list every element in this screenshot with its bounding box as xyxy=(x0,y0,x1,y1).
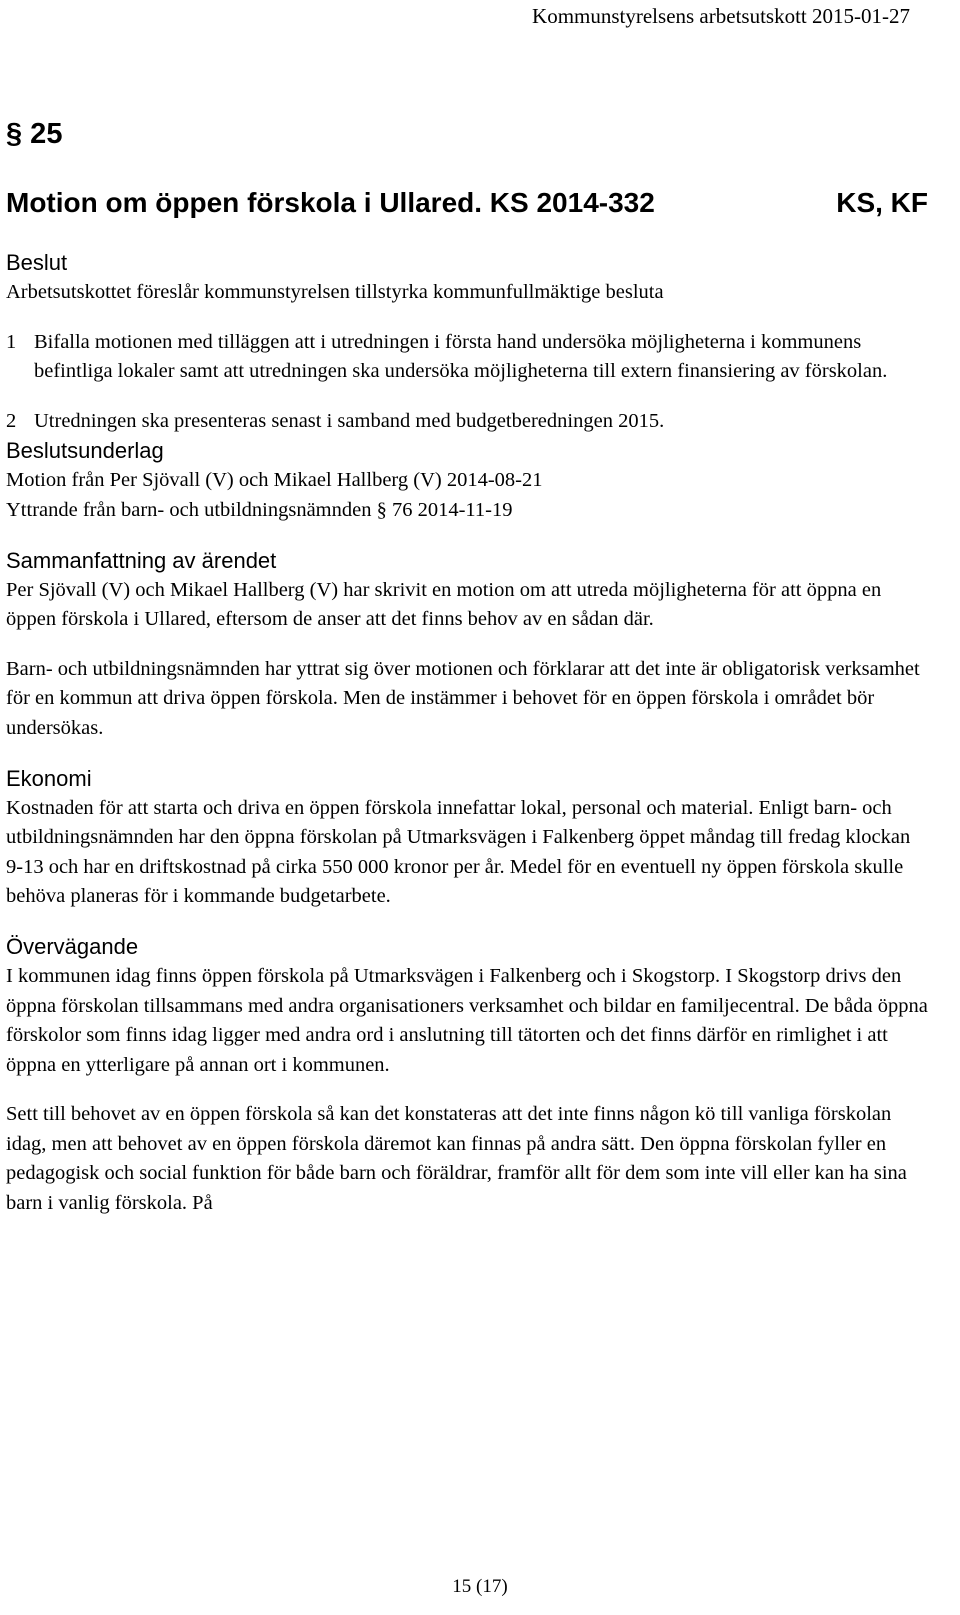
heading-beslutsunderlag: Beslutsunderlag xyxy=(6,438,164,464)
item-number: 1 xyxy=(6,330,17,353)
ekonomi-paragraph: Kostnaden för att starta och driva en öppen förskola innefattar lokal, personal och material. Enligt barn- och utbildningsnämnden har den öppna förskolan på Utmarksvägen i Falkenberg öppet måndag till fredag klockan 9-13 och har en driftskostnad på cirka 550 000 kronor per år. Medel för en eventuell ny öppen förskola skulle behöva planeras för i kommande budgetarbete. xyxy=(6,796,911,908)
beslut-intro: Arbetsutskottet föreslår kommunstyrelsen tillstyrka kommunfullmäktige besluta xyxy=(6,281,664,303)
document-body xyxy=(6,248,931,1219)
beslut-item xyxy=(6,407,931,437)
document-title xyxy=(6,187,928,219)
heading-sammanfattning: Sammanfattning av ärendet xyxy=(6,547,277,573)
underlag-line: Motion från Per Sjövall (V) och Mikael Hallberg (V) 2014-08-21 xyxy=(6,469,543,492)
overvagande-paragraph: Sett till behovet av en öppen förskola så kan det konstateras att det inte finns någon kö till vanliga förskolan idag, men att behovet av en öppen förskola däremot kan finnas på andra sätt. Den öppna förskolan fyller en pedagogisk och social funktion för både barn och föräldrar, framför allt för dem som inte vill eller kan ha sina barn i vanlig förskola. På xyxy=(6,1103,907,1215)
sammanfattning-paragraph: Per Sjövall (V) och Mikael Hallberg (V) har skrivit en motion om att utreda möjligheterna för att öppna en öppen förskola i Ullared, eftersom de anser att det finns behov av en sådan där. xyxy=(6,578,882,631)
item-text: Bifalla motionen med tilläggen att i utredningen i första hand undersöka möjligheterna i kommunens befintliga lokaler samt att utredningen ska undersöka möjligheterna till extern finansiering av förskolan. xyxy=(34,330,888,383)
underlag-line: Yttrande från barn- och utbildningsnämnden § 76 2014-11-19 xyxy=(6,498,513,521)
title-text: Motion om öppen förskola i Ullared. KS 2014-332 xyxy=(6,187,655,218)
title-reference: KS, KF xyxy=(836,187,928,218)
heading-overvagande: Övervägande xyxy=(6,933,139,959)
page-header: Kommunstyrelsens arbetsutskott 2015-01-27 xyxy=(532,4,910,28)
overvagande-paragraph: I kommunen idag finns öppen förskola på Utmarksvägen i Falkenberg och i Skogstorp. I Skogstorp drivs den öppna förskolan tillsammans med andra organisationers verksamhet och bildar en familjecentral. De båda öppna förskolor som finns idag ligger med andra ord i anslutning till tätorten och det finns därför en rimlighet i att öppna en ytterligare på annan ort i kommunen. xyxy=(6,964,928,1076)
heading-ekonomi: Ekonomi xyxy=(6,765,92,791)
item-text: Utredningen ska presenteras senast i samband med budgetberedningen 2015. xyxy=(34,409,665,432)
heading-beslut: Beslut xyxy=(6,250,68,275)
item-number: 2 xyxy=(6,409,17,432)
page-number: 15 (17) xyxy=(452,1576,508,1597)
section-number: § 25 xyxy=(6,118,63,150)
sammanfattning-paragraph: Barn- och utbildningsnämnden har yttrat sig över motionen och förklarar att det inte är obligatorisk verksamhet för en kommun att driva öppen förskola. Men de instämmer i behovet för en öppen förskola i området bör undersökas. xyxy=(6,657,920,739)
beslut-item xyxy=(6,328,931,387)
